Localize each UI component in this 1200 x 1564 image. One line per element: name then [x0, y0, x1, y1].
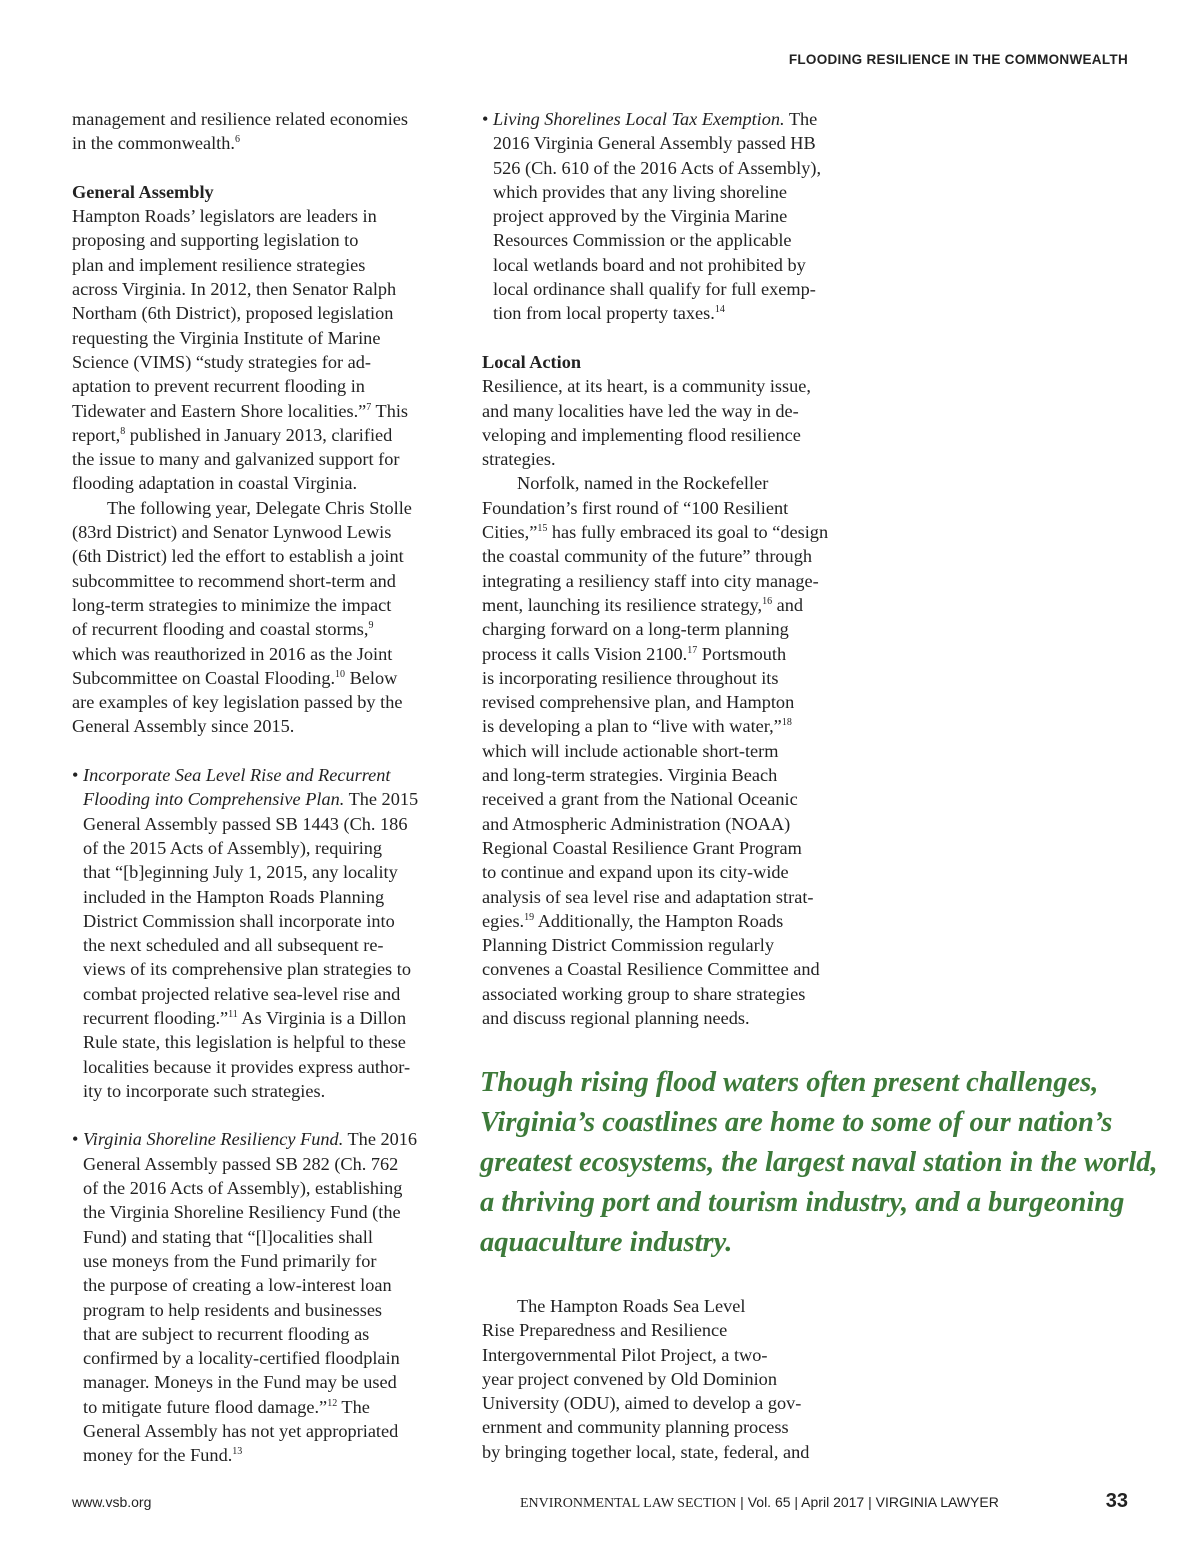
body-text: Cities,” [482, 522, 538, 543]
body-line: General Assembly passed SB 1443 (Ch. 186 [83, 813, 408, 834]
bullet-title: Flooding into Comprehensive Plan. [83, 789, 345, 810]
pull-quote-line: Virginia’s coastlines are home to some of our nation’s [480, 1107, 1113, 1138]
body-line [72, 399, 444, 423]
body-line: strategies. [482, 449, 556, 470]
body-line: General Assembly since 2015. [72, 716, 295, 737]
body-line: 526 (Ch. 610 of the 2016 Acts of Assembly), [493, 157, 822, 178]
body-text: egies. [482, 910, 525, 931]
body-line: General Assembly has not yet appropriated [83, 1421, 399, 1442]
body-line: year project convened by Old Dominion [482, 1368, 777, 1389]
page-number: 33 [1105, 1490, 1128, 1512]
pull-quote-line: Though rising flood waters often present challenges, [480, 1067, 1099, 1098]
body-line: and long-term strategies. Virginia Beach [482, 765, 778, 786]
body-line [482, 714, 854, 738]
footnote-ref: 19 [524, 911, 535, 923]
bullet-icon: • [72, 765, 83, 786]
body-text: The 2015 [344, 789, 419, 810]
body-text: Subcommittee on Coastal Flooding. [72, 667, 336, 688]
footnote-ref: 18 [781, 717, 792, 729]
body-line: ernment and community planning process [482, 1417, 789, 1438]
footnote-ref: 16 [762, 595, 773, 607]
body-line: Rule state, this legislation is helpful to these [83, 1032, 406, 1053]
footnote-ref: 10 [335, 668, 346, 680]
body-line: included in the Hampton Roads Planning [83, 886, 385, 907]
body-line: the Virginia Shoreline Resiliency Fund (the [83, 1202, 401, 1223]
body-text: The [784, 109, 818, 129]
pull-quote [480, 1063, 1158, 1263]
body-line: Science (VIMS) “study strategies for ad- [72, 351, 372, 372]
body-line: University (ODU), aimed to develop a gov- [482, 1393, 802, 1414]
body-text: and [772, 594, 804, 615]
body-line [72, 423, 444, 447]
body-line: which provides that any living shoreline [493, 181, 787, 202]
body-text: Below [345, 667, 398, 688]
body-line: (6th District) led the effort to establish a joint [72, 546, 404, 567]
footnote-ref: 14 [714, 304, 725, 316]
body-line: Hampton Roads’ legislators are leaders in [72, 206, 377, 227]
body-line: subcommittee to recommend short-term and [72, 570, 396, 591]
body-line: of the 2015 Acts of Assembly), requiring [83, 837, 383, 858]
paragraph-gap [482, 326, 854, 350]
body-text: Additionally, the Hampton Roads [534, 910, 784, 931]
paragraph-gap [72, 156, 444, 180]
paragraph-gap [72, 739, 444, 763]
body-line: confirmed by a locality-certified floodplain [83, 1348, 400, 1369]
body-line: is incorporating resilience throughout its [482, 667, 779, 688]
footer-publication [520, 1494, 999, 1512]
body-line: the purpose of creating a low-interest loan [83, 1275, 392, 1296]
body-text: recurrent flooding.” [83, 1007, 229, 1028]
body-line [72, 787, 444, 811]
body-line: analysis of sea level rise and adaptation strat- [482, 886, 814, 907]
body-line: Fund) and stating that “[l]ocalities shall [83, 1226, 373, 1247]
body-text: As Virginia is a Dillon [237, 1007, 407, 1028]
body-line [72, 617, 444, 641]
body-line: General Assembly passed SB 282 (Ch. 762 [83, 1153, 399, 1174]
body-line [482, 520, 854, 544]
footer-website: www.vsb.org [72, 1494, 152, 1510]
running-header: FLOODING RESILIENCE IN THE COMMONWEALTH [788, 52, 1128, 67]
section-heading-local-action: Local Action [482, 351, 582, 372]
body-line: charging forward on a long-term planning [482, 619, 789, 640]
body-line: Planning District Commission regularly [482, 935, 774, 956]
pull-quote-line: a thriving port and tourism industry, and a burgeoning [480, 1187, 1125, 1218]
body-line: which will include actionable short-term [482, 740, 779, 761]
body-line: use moneys from the Fund primarily for [83, 1250, 377, 1271]
section-heading-general-assembly: General Assembly [72, 181, 214, 202]
body-line [72, 1443, 444, 1467]
body-line: which was reauthorized in 2016 as the Joint [72, 643, 393, 664]
bullet-title: Living Shorelines Local Tax Exemption. [492, 109, 785, 129]
bullet-title: Incorporate Sea Level Rise and Recurrent [82, 765, 391, 786]
bullet-item-living-shorelines [482, 107, 854, 131]
bullet-icon: • [72, 1129, 83, 1150]
bullet-item-comprehensive-plan [72, 763, 444, 787]
body-line [482, 301, 854, 325]
footnote-ref: 17 [687, 644, 698, 656]
bullet-item-resiliency-fund [72, 1127, 444, 1151]
body-line: to continue and expand upon its city-wide [482, 862, 789, 883]
body-text: to mitigate future flood damage.” [83, 1396, 328, 1417]
body-line: (83rd District) and Senator Lynwood Lewis [72, 522, 392, 543]
body-line: Regional Coastal Resilience Grant Program [482, 837, 802, 858]
body-line: Norfolk, named in the Rockefeller [517, 473, 769, 494]
body-line: and discuss regional planning needs. [482, 1007, 750, 1028]
body-line: project approved by the Virginia Marine [493, 206, 788, 227]
body-text: Tidewater and Eastern Shore localities.” [72, 400, 367, 421]
body-line: and Atmospheric Administration (NOAA) [482, 813, 791, 834]
body-line: combat projected relative sea-level rise and [83, 983, 401, 1004]
right-column [482, 107, 854, 1030]
body-line: management and resilience related economies [72, 109, 409, 129]
body-line: ity to incorporate such strategies. [83, 1080, 326, 1101]
body-line: that “[b]eginning July 1, 2015, any locality [83, 862, 398, 883]
body-line: Resources Commission or the applicable [493, 230, 792, 251]
footer-issue: | Vol. 65 | April 2017 | VIRGINIA LAWYER [736, 1494, 999, 1510]
body-text: The 2016 [343, 1129, 418, 1150]
footer-section: ENVIRONMENTAL LAW SECTION [520, 1496, 737, 1511]
pull-quote-line: aquaculture industry. [480, 1227, 733, 1258]
body-line: localities because it provides express author- [83, 1056, 411, 1077]
body-line: local wetlands board and not prohibited by [493, 254, 806, 275]
body-line: are examples of key legislation passed by the [72, 692, 403, 713]
footnote-ref: 7 [366, 401, 372, 413]
body-line: revised comprehensive plan, and Hampton [482, 692, 795, 713]
body-line: program to help residents and businesses [83, 1299, 383, 1320]
footnote-ref: 8 [120, 425, 126, 437]
body-line: long-term strategies to minimize the impact [72, 594, 392, 615]
footnote-ref: 13 [232, 1446, 243, 1458]
body-line: integrating a resiliency staff into city manage- [482, 570, 819, 591]
body-text: money for the Fund. [83, 1445, 233, 1466]
body-line: the coastal community of the future” through [482, 546, 812, 567]
left-column [72, 107, 444, 1468]
body-line: by bringing together local, state, federal, and [482, 1441, 810, 1462]
body-line: 2016 Virginia General Assembly passed HB [493, 133, 816, 154]
body-text: has fully embraced its goal to “design [547, 522, 829, 543]
body-line: manager. Moneys in the Fund may be used [83, 1372, 397, 1393]
right-column-continued [482, 1294, 854, 1464]
body-line: the next scheduled and all subsequent re- [83, 935, 384, 956]
footnote-ref: 9 [368, 620, 374, 632]
body-line: The Hampton Roads Sea Level [517, 1296, 746, 1316]
body-line: Foundation’s first round of “100 Resilient [482, 497, 789, 518]
body-text: The [337, 1396, 370, 1417]
body-text: of recurrent flooding and coastal storms, [72, 619, 369, 640]
body-text: ment, launching its resilience strategy, [482, 594, 763, 615]
body-line: local ordinance shall qualify for full exemp- [493, 279, 816, 300]
body-line [482, 642, 854, 666]
footnote-ref: 12 [327, 1397, 338, 1409]
paragraph-gap [72, 1103, 444, 1127]
body-line: across Virginia. In 2012, then Senator Ralph [72, 279, 397, 300]
body-line [482, 909, 854, 933]
body-line: District Commission shall incorporate into [83, 910, 395, 931]
body-line: Intergovernmental Pilot Project, a two- [482, 1344, 768, 1365]
body-text: This [371, 400, 409, 421]
footnote-ref: 15 [537, 523, 548, 535]
body-line: proposing and supporting legislation to [72, 230, 359, 251]
body-line: convenes a Coastal Resilience Committee and [482, 959, 820, 980]
body-text: tion from local property taxes. [493, 303, 715, 324]
body-line [72, 666, 444, 690]
body-line: received a grant from the National Oceanic [482, 789, 798, 810]
body-text: process it calls Vision 2100. [482, 643, 688, 664]
body-line: that are subject to recurrent flooding as [83, 1323, 370, 1344]
body-line: the issue to many and galvanized support for [72, 449, 400, 470]
body-line: plan and implement resilience strategies [72, 254, 366, 275]
body-line: views of its comprehensive plan strategies to [83, 959, 411, 980]
body-line [72, 1395, 444, 1419]
body-text: report, [72, 424, 121, 445]
bullet-icon: • [482, 109, 493, 129]
body-line: flooding adaptation in coastal Virginia. [72, 473, 358, 494]
body-line: Resilience, at its heart, is a community issue, [482, 376, 811, 397]
body-line [482, 593, 854, 617]
body-text: Portsmouth [697, 643, 787, 664]
body-line: Rise Preparedness and Resilience [482, 1320, 728, 1341]
body-text: is developing a plan to “live with water,” [482, 716, 782, 737]
body-text: published in January 2013, clarified [125, 424, 393, 445]
body-line: aptation to prevent recurrent flooding in [72, 376, 365, 397]
pull-quote-line: greatest ecosystems, the largest naval station in the world, [480, 1147, 1158, 1178]
footnote-ref: 6 [234, 134, 240, 146]
body-line: and many localities have led the way in de- [482, 400, 799, 421]
body-line: The following year, Delegate Chris Stolle [107, 497, 412, 518]
body-text: in the commonwealth. [72, 133, 235, 154]
body-line: Northam (6th District), proposed legislation [72, 303, 394, 324]
body-line [72, 1006, 444, 1030]
body-line: of the 2016 Acts of Assembly), establishing [83, 1178, 403, 1199]
body-line: associated working group to share strategies [482, 983, 806, 1004]
bullet-title: Virginia Shoreline Resiliency Fund. [82, 1129, 344, 1150]
body-line [72, 131, 444, 155]
footnote-ref: 11 [228, 1008, 238, 1020]
body-line: veloping and implementing flood resilience [482, 424, 801, 445]
body-line: requesting the Virginia Institute of Marine [72, 327, 381, 348]
